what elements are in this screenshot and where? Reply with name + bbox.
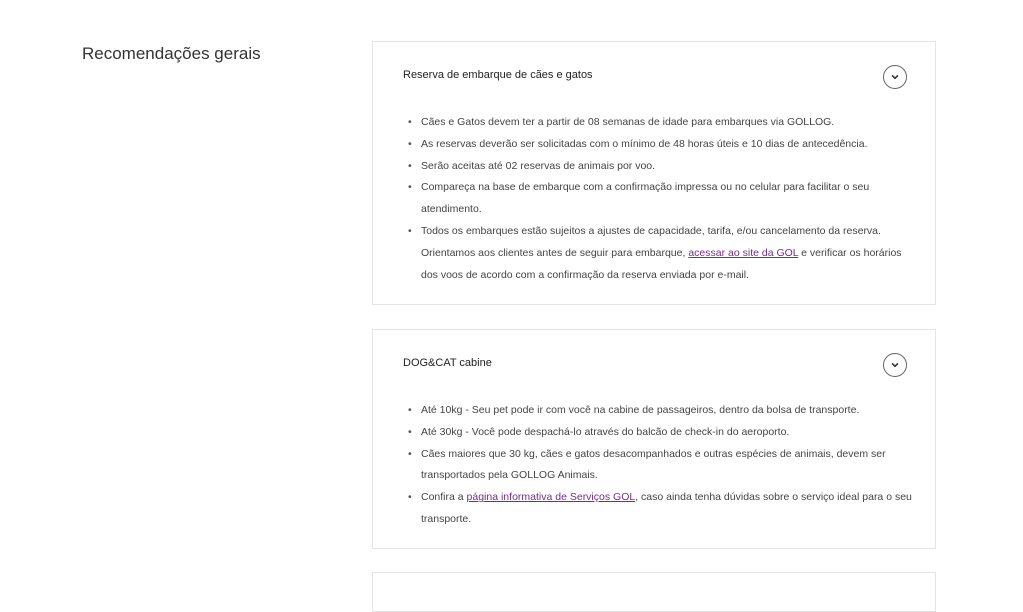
accordion-toggle-button[interactable] — [883, 353, 907, 377]
chevron-down-icon — [890, 72, 900, 82]
accordion-card-dogcat — [372, 329, 936, 549]
list-item — [403, 487, 917, 531]
list-item: • Serão aceitas até 02 reservas de animais por voo. — [403, 156, 917, 178]
list-item-text: Confira a — [421, 491, 467, 504]
list-item-text: Todos os embarques estão sujeitos a ajustes de capacidade, tarifa, e/ou cancelamento da reserva. Orientamos aos clientes antes de seguir para embarque, — [421, 224, 881, 259]
list-item: • Cães maiores que 30 kg, cães e gatos desacompanhados e outras espécies de animais, devem ser transportados pela GOLLOG Animais. — [403, 444, 917, 488]
list-item: • Até 10kg - Seu pet pode ir com você na cabine de passageiros, dentro da bolsa de transporte. — [403, 400, 917, 422]
section-title: Recomendações gerais — [82, 44, 261, 63]
gol-site-link[interactable]: acessar ao site da GOL — [688, 246, 799, 259]
accordion-card-reserva — [372, 41, 936, 305]
list-item: • Até 30kg - Você pode despachá-lo através do balcão de check-in do aeroporto. — [403, 422, 917, 444]
gol-services-link[interactable]: página informativa de Serviços GOL — [466, 491, 636, 504]
accordion-content-list — [373, 400, 935, 531]
accordion-title: Reserva de embarque de cães e gatos — [403, 69, 593, 81]
accordion-card-next — [372, 572, 936, 612]
list-item — [403, 221, 917, 286]
accordion-header[interactable] — [373, 330, 935, 400]
list-item: • As reservas deverão ser solicitadas com o mínimo de 48 horas úteis e 10 dias de antecedência. — [403, 134, 917, 156]
accordion-content-list — [373, 112, 935, 286]
list-item: • Compareça na base de embarque com a confirmação impressa ou no celular para facilitar o seu atendimento. — [403, 177, 917, 221]
chevron-down-icon — [890, 360, 900, 370]
list-item-text: e verificar os horários dos voos de acordo com a confirmação da reserva enviada por e-mail. — [421, 246, 902, 281]
accordion-toggle-button[interactable] — [883, 65, 907, 89]
accordion-title: DOG&CAT cabine — [403, 357, 492, 369]
accordion-header[interactable] — [373, 42, 935, 112]
list-item-text: , caso ainda tenha dúvidas sobre o serviço ideal para o seu transporte. — [421, 491, 912, 525]
list-item: • Cães e Gatos devem ter a partir de 08 semanas de idade para embarques via GOLLOG. — [403, 112, 917, 134]
